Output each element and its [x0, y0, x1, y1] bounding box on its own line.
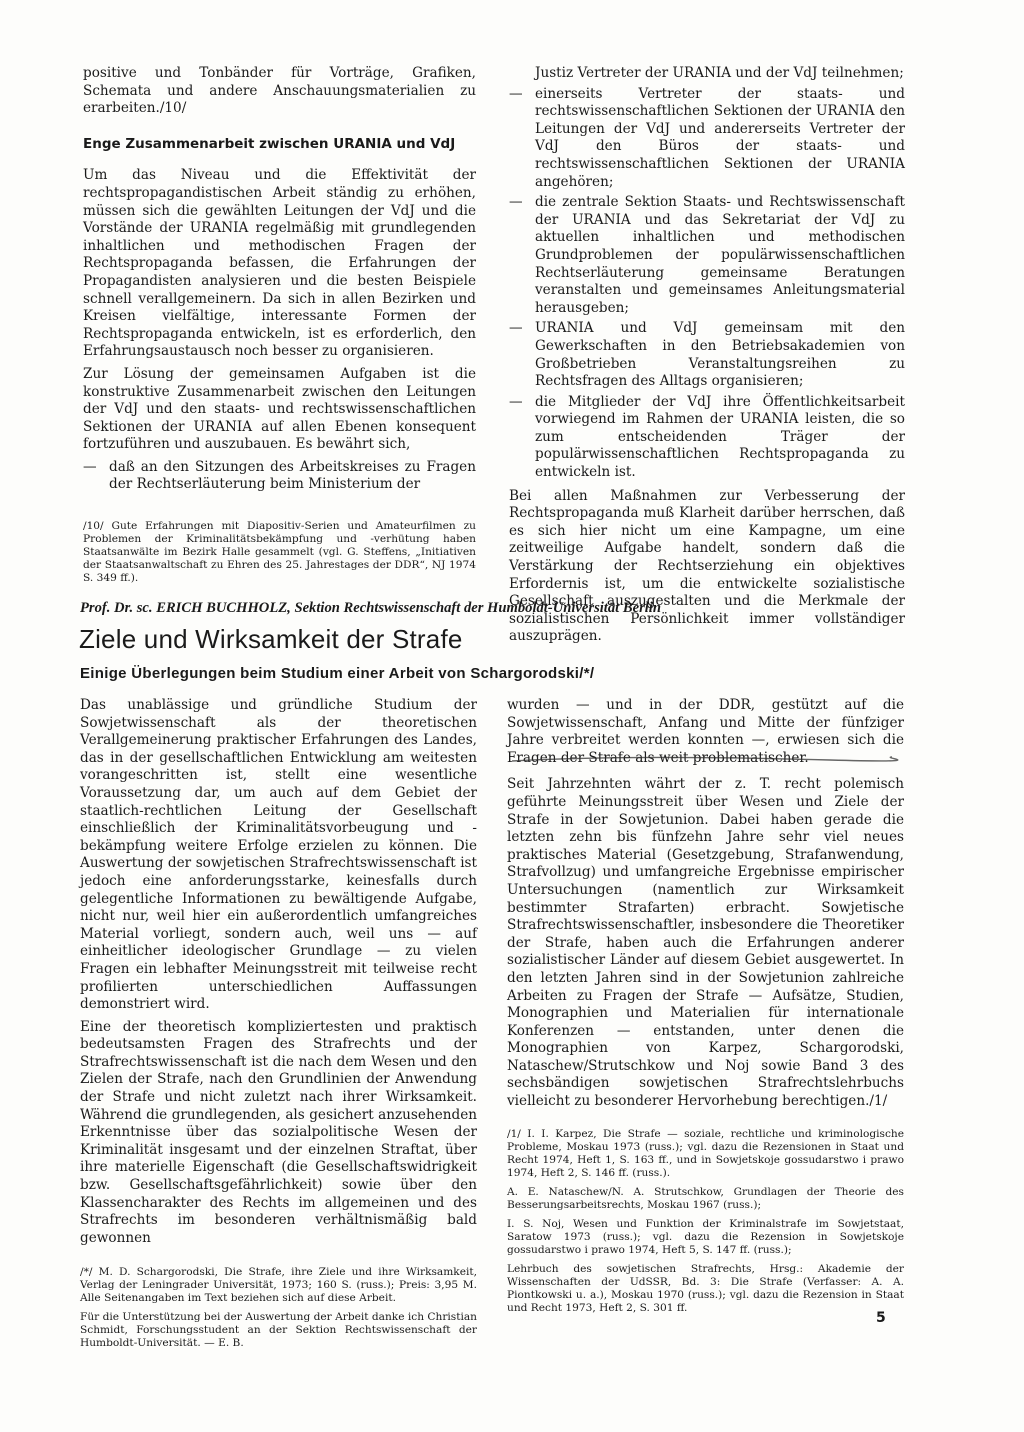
footnote-text: I. S. Noj, Wesen und Funktion der Kriminalstrafe im Sowjetstaat, Saratow 1973 (russ.); vgl. dazu die Rezension in Sowjetskoje gossudarstwo i prawo 1974, Heft 5, S. 147 ff. (russ.);: [507, 1217, 904, 1256]
list-item: — einerseits Vertreter der staats- und rechtswissenschaftlichen Sektionen der URANIA den Leitungen der VdJ und andererseits Vertreter der VdJ den Büros der staats- und rechtswissenschaftlichen Sektionen der URANIA angehören;: [509, 86, 905, 192]
footnote-text: Für die Unterstützung bei der Auswertung der Arbeit danke ich Christian Schmidt, Forschungsstudent an der Sektion Rechtswissenschaft der Humboldt-Universität. — E. B.: [80, 1311, 477, 1350]
list-item: — die Mitglieder der VdJ ihre Öffentlichkeitsarbeit vorwiegend im Rahmen der URANIA leisten, die so zum entscheidenden Träger der populärwissenschaftlichen Rechtspropaganda zu entwickeln ist.: [509, 394, 905, 482]
bullet-list: [83, 459, 476, 494]
footnote-text: Lehrbuch des sowjetischen Strafrechts, Hrsg.: Akademie der Wissenschaften der UdSSR, Bd. 3: Die Strafe (Verfasser: A. A. Piontkowski u. a.), Moskau 1970 (russ.); vgl. dazu die Rezension in Staat und Recht 1973, Heft 2, S. 301 ff.: [507, 1262, 904, 1314]
paragraph: Zur Lösung der gemeinsamen Aufgaben ist die konstruktive Zusammenarbeit zwischen den Leitungen der VdJ und den staats- und rechtswissenschaftlichen Sektionen der URANIA auf allen Ebenen konsequent fortzuführen und auszubauen. Es bewährt sich,: [83, 365, 476, 453]
list-item: — die zentrale Sektion Staats- und Rechtswissenschaft der URANIA und das Sekretariat der VdJ zu aktuellen inhaltlichen und methodischen Grundproblemen der populärwissenschaftlichen Rechtserläuterung gemeinsame Beratungen veranstalten und gemeinsames Anleitungsmaterial herausgeben;: [509, 194, 905, 317]
paragraph: Das unablässige und gründliche Studium der Sowjetwissenschaft als der theoretischen Verallgemeinerung praktischer Erfahrungen des Landes, das in der gesellschaftlichen Entwicklung am weitesten vorangeschritten ist, stellt eine wesentliche Voraussetzung dar, um auch auf dem Gebiet der staatlich-rechtlichen Leitung der Gesellschaft einschließlich der Kriminalitätsvorbeugung und -bekämpfung weitere Erfolge erzielen zu können. Die Auswertung der sowjetischen Strafrechtswissenschaft ist jedoch eine anforderungsstarke, keinesfalls durch gelegentliche Informationen zu bewältigende Aufgabe, nicht nur, weil hier ein außerordentlich umfangreiches Material vorliegt, sondern auch, weil uns — auf einheitlicher ideologischer Grundlage — zu vielen Fragen ein lebhafter Meinungsstreit mit teilweise recht profilierten unterschiedlichen Auffassungen demonstriert wird.: [80, 697, 477, 1013]
footnote-text: /*/ M. D. Schargorodski, Die Strafe, ihre Ziele und ihre Wirksamkeit, Verlag der Leningrader Universität, 1973; 160 S. (russ.); Preis: 3,95 M. Alle Seitenangaben im Text beziehen sich auf diese Arbeit.: [80, 1266, 477, 1305]
article-right-column: [507, 697, 904, 1321]
top-right-column: [509, 65, 905, 651]
page-number: 5: [876, 1310, 886, 1326]
author-line: Prof. Dr. sc. ERICH BUCHHOLZ, Sektion Rechtswissenschaft der Humboldt-Universität Berlin: [80, 600, 661, 616]
footnote-text: /1/ I. I. Karpez, Die Strafe — soziale, rechtliche und kriminologische Probleme, Moskau 1973 (russ.); vgl. dazu die Rezensionen in Staat und Recht 1974, Heft 1, S. 163 ff., und in Sowjetskoje gossudarstwo i prawo 1974, Heft 2, S. 146 ff. (russ.).: [507, 1127, 904, 1179]
paragraph: Bei allen Maßnahmen zur Verbesserung der Rechtspropaganda muß Klarheit darüber herrschen, daß es sich hier nicht um eine Kampagne, um eine zeitweilige Aufgabe handelt, sondern daß die Verstärkung der Rechtserziehung ein objektives Erfordernis ist, um die entwickelte sozialistische Gesellschaft auszugestalten und die Merkmale der sozialistischen Persönlichkeit immer vollständiger auszuprägen.: [509, 487, 905, 645]
paragraph: Seit Jahrzehnten währt der z. T. recht polemisch geführte Meinungsstreit über Wesen und Ziele der Strafe in der Sowjetunion. Dabei haben gerade die letzten zehn bis fünfzehn Jahre sehr viel neues praktisches Material (Gesetzgebung, Strafanwendung, Strafvollzug) und umfangreiche Ergebnisse empirischer Untersuchungen (namentlich zur Wirksamkeit bestimmter Strafarten) erbracht. Sowjetische Strafrechtswissenschaftler, insbesondere die Theoretiker der Strafe, haben auch die Erfahrungen anderer sozialistischer Länder auf diesem Gebiet ausgewertet. In den letzten Jahren sind in der Sowjetunion zahlreiche Arbeiten zu Fragen der Strafe — Aufsätze, Studien, Monographien und Materialien für internationale Konferenzen — entstanden, unter denen die Monographien von Karpez, Schargorodski, Nataschew/Strutschkow und Noj sowie Band 3 des sechsbändigen sowjetischen Strafrechtslehrbuchs vielleicht zu besonderer Hervorhebung berechtigen./1/: [507, 776, 904, 1110]
paragraph: wurden — und in der DDR, gestützt auf die Sowjetwissenschaft, Anfang und Mitte der fünfziger Jahre verbreitet werden konnten —, erwiesen sich die Fragen der Strafe als weit problematischer.: [507, 697, 904, 766]
article-title: Ziele und Wirksamkeit der Strafe: [79, 624, 463, 654]
paragraph: Eine der theoretisch kompliziertesten und praktisch bedeutsamsten Fragen des Strafrechts und der Strafrechtswissenschaft ist die nach dem Wesen und den Zielen der Strafe, nach den Grundlinien der Anwendung der Strafe und nicht zuletzt nach ihrer Wirksamkeit. Während die grundlegenden, als gesichert anzusehenden Erkenntnisse über das sozialpolitische Wesen der Kriminalität insgesamt und der einzelnen Straftat, über ihre materielle Eigenschaft (die Gesellschaftswidrigkeit bzw. Gesellschaftsgefährlichkeit) sowie über den Klassencharakter des Rechts im allgemeinen und des Strafrechts im besonderen verhältnismäßig bald gewonnen: [80, 1018, 477, 1246]
footnotes: [507, 1128, 904, 1315]
footnote-text: A. E. Nataschew/N. A. Strutschkow, Grundlagen der Theorie des Besserungsarbeitsrechts, Moskau 1967 (russ.);: [507, 1185, 904, 1211]
continuation-text: positive und Tonbänder für Vorträge, Grafiken, Schemata und andere Anschauungsmaterialien zu erarbeiten./10/: [83, 65, 476, 117]
list-item: — daß an den Sitzungen des Arbeitskreises zu Fragen der Rechtserläuterung beim Ministerium der: [83, 459, 476, 494]
paragraph: Um das Niveau und die Effektivität der rechtspropagandistischen Arbeit ständig zu erhöhen, müssen sich die gewählten Leitungen der VdJ und die Vorstände der URANIA regelmäßig mit grundlegenden inhaltlichen und methodischen Fragen der Rechtspropaganda befassen, die Erfahrungen der Propagandisten analysieren und die besten Beispiele schnell verallgemeinern. Da sich in allen Bezirken und Kreisen vielfältige, interessante Formen der Rechtspropaganda entwickeln, ist es erforderlich, den Erfahrungsaustausch noch besser zu organisieren.: [83, 167, 476, 360]
footnote-text: /10/ Gute Erfahrungen mit Diapositiv-Serien und Amateurfilmen zu Problemen der Kriminalitätsbekämpfung und -verhütung haben Staatsanwälte im Bezirk Halle gesammelt (vgl. G. Steffens, „Initiativen der Staatsanwaltschaft zu Ehren des 25. Jahrestages der DDR“, NJ 1974 S. 349 ff.).: [83, 520, 476, 585]
continuation-text: Justiz Vertreter der URANIA und der VdJ teilnehmen;: [535, 65, 904, 81]
article-subtitle: Einige Überlegungen beim Studium einer Arbeit von Schargorodski/*/: [80, 665, 595, 682]
section-heading: Enge Zusammenarbeit zwischen URANIA und VdJ: [83, 135, 456, 152]
article-left-column: [80, 697, 477, 1356]
footnote: [83, 520, 476, 585]
top-left-column: [83, 65, 476, 591]
footnotes: [80, 1266, 477, 1350]
bullet-list: [509, 86, 905, 482]
list-item: — URANIA und VdJ gemeinsam mit den Gewerkschaften in den Betriebsakademien von Großbetrieben Veranstaltungsreihen zu Rechtsfragen des Alltags organisieren;: [509, 320, 905, 390]
